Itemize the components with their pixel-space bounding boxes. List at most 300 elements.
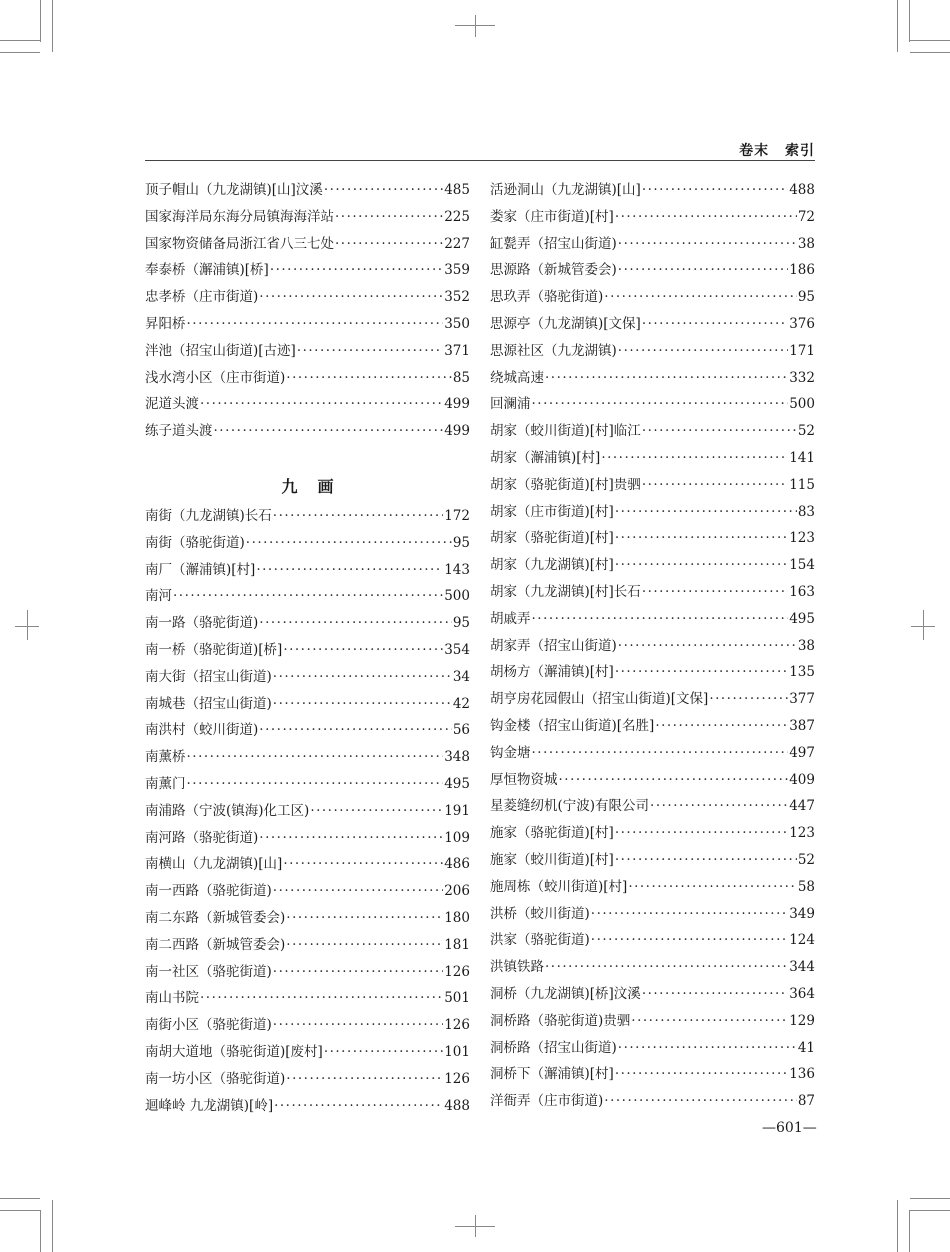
index-term: 思源社区（九龙湖镇) [490, 342, 617, 359]
index-page-number: 42 [452, 695, 470, 712]
leader-dots [286, 937, 443, 953]
index-entry [145, 772, 470, 799]
index-page-number: 225 [444, 208, 470, 225]
leader-dots [256, 562, 443, 578]
index-page-number: 500 [444, 588, 470, 605]
index-entry [490, 419, 815, 446]
index-page-number: 500 [789, 396, 815, 413]
index-entry [145, 392, 470, 419]
index-term: 思玖弄（骆驼街道) [490, 289, 604, 306]
index-term: 回澜浦 [490, 396, 531, 413]
index-page-number: 136 [789, 1066, 815, 1083]
index-entry [145, 986, 470, 1013]
index-page-number: 95 [452, 615, 470, 632]
leader-dots [545, 959, 788, 975]
index-page-number: 206 [444, 883, 470, 900]
leader-dots [591, 932, 788, 948]
index-page-number: 181 [444, 936, 470, 953]
index-entry [490, 473, 815, 500]
index-term: 忠孝桥（庄市街道) [145, 289, 259, 306]
index-term: 南一路（骆驼街道) [145, 615, 259, 632]
leader-dots [601, 450, 788, 466]
index-term: 洞桥路（骆驼街道)贵驷 [490, 1012, 631, 1029]
leader-dots [273, 508, 443, 524]
leader-dots [214, 423, 444, 439]
leader-dots [187, 316, 444, 332]
leader-dots [615, 557, 788, 573]
index-page-number: 364 [789, 985, 815, 1002]
index-page-number: 85 [452, 369, 470, 386]
index-page-number: 129 [789, 1012, 815, 1029]
index-term: 施周栋（蛟川街道)[村] [490, 878, 628, 895]
leader-dots [259, 289, 443, 305]
index-page-number: 143 [444, 561, 470, 578]
index-term: 南河 [145, 588, 172, 605]
leader-dots [559, 772, 789, 788]
leader-dots [615, 504, 797, 520]
leader-dots [324, 182, 443, 198]
index-page-number: 344 [789, 959, 815, 976]
index-entry [145, 692, 470, 719]
index-page-number: 126 [444, 963, 470, 980]
index-page-number: 154 [789, 557, 815, 574]
crop-mark [52, 1200, 53, 1252]
crop-mark [910, 52, 950, 53]
index-page-number: 387 [789, 717, 815, 734]
page-number: —601— [762, 1120, 817, 1136]
index-term: 胡家（澥浦镇)[村] [490, 449, 601, 466]
leader-dots [200, 396, 443, 412]
index-entry [145, 665, 470, 692]
index-page-number: 34 [452, 668, 470, 685]
registration-mark [27, 610, 28, 640]
index-term: 南二东路（新城管委会) [145, 909, 286, 926]
index-term: 洪桥（蛟川街道) [490, 905, 590, 922]
index-term: 南大街（招宝山街道) [145, 668, 272, 685]
crop-mark [910, 40, 950, 41]
index-entry [490, 794, 815, 821]
index-term: 胡戚弄 [490, 610, 531, 627]
index-term: 奉泰桥（澥浦镇)[桥] [145, 262, 269, 279]
index-page-number: 56 [452, 722, 470, 739]
index-page-number: 123 [789, 825, 815, 842]
index-entry [490, 1036, 815, 1063]
index-term: 南一西路（骆驼街道) [145, 883, 272, 900]
crop-mark [52, 0, 53, 52]
index-page-number: 115 [789, 476, 815, 493]
leader-dots [642, 477, 788, 493]
leader-dots [618, 262, 788, 278]
index-entry [145, 906, 470, 933]
leader-dots [286, 370, 452, 386]
index-entry [490, 205, 815, 232]
leader-dots [642, 584, 788, 600]
leader-dots [642, 423, 797, 439]
index-page-number: 101 [444, 1043, 470, 1060]
index-page-number: 124 [789, 932, 815, 949]
leader-dots [604, 1093, 797, 1109]
index-term: 练子道头渡 [145, 423, 213, 440]
index-entry [145, 419, 470, 446]
index-page-number: 52 [797, 851, 815, 868]
index-entry [490, 285, 815, 312]
index-entry [490, 1089, 815, 1116]
index-term: 娄家（庄市街道)[村] [490, 208, 614, 225]
index-term: 胡家（九龙湖镇)[村] [490, 557, 614, 574]
leader-dots [709, 691, 788, 707]
index-page-number: 87 [797, 1093, 815, 1110]
index-entry [145, 879, 470, 906]
index-entry [145, 799, 470, 826]
crop-mark [40, 1210, 41, 1252]
index-entry [145, 285, 470, 312]
index-term: 胡家弄（招宝山街道) [490, 637, 617, 654]
crop-mark [897, 0, 898, 52]
leader-dots [286, 1071, 443, 1087]
index-entry [490, 258, 815, 285]
index-page-number: 409 [789, 771, 815, 788]
index-term: 南街小区（骆驼街道) [145, 1017, 272, 1034]
leader-dots [335, 236, 443, 252]
index-term: 胡家（骆驼街道)[村]贵驷 [490, 476, 641, 493]
index-group-b [145, 504, 470, 1120]
index-entry [490, 1062, 815, 1089]
index-term: 南厂（澥浦镇)[村] [145, 561, 256, 578]
index-entry [490, 687, 815, 714]
index-entry [490, 553, 815, 580]
crop-mark [897, 1200, 898, 1252]
index-page-number: 171 [789, 342, 815, 359]
leader-dots [655, 718, 788, 734]
leader-dots [335, 209, 443, 225]
index-page-number: 186 [789, 262, 815, 279]
index-term: 星菱缝纫机(宁波)有限公司 [490, 798, 650, 815]
index-page-number: 488 [789, 182, 815, 198]
index-term: 缸甏弄（招宝山街道) [490, 235, 617, 252]
index-entry [490, 768, 815, 795]
leader-dots [273, 696, 452, 712]
index-entry [490, 821, 815, 848]
index-entry [490, 875, 815, 902]
leader-dots [642, 986, 788, 1002]
crop-mark [910, 1198, 950, 1199]
index-entry [490, 178, 815, 205]
index-page-number: 350 [444, 315, 470, 332]
index-page-number: 191 [444, 802, 470, 819]
index-term: 洋衙弄（庄市街道) [490, 1093, 604, 1110]
index-page-number: 501 [444, 990, 470, 1007]
index-term: 国家物资储备局浙江省八三七处 [145, 235, 334, 252]
leader-dots [615, 825, 788, 841]
index-term: 洞桥下（澥浦镇)[村] [490, 1066, 614, 1083]
index-term: 昇阳桥 [145, 315, 186, 332]
index-page-number: 126 [444, 1070, 470, 1087]
index-term: 南山书院 [145, 990, 199, 1007]
leader-dots [259, 615, 452, 631]
index-entry [145, 1013, 470, 1040]
index-term: 南二西路（新城管委会) [145, 936, 286, 953]
index-entry [490, 446, 815, 473]
index-page-number: 495 [789, 610, 815, 627]
index-entry [490, 714, 815, 741]
index-entry [145, 178, 470, 205]
crop-mark [910, 1210, 950, 1211]
index-entry [490, 982, 815, 1009]
leader-dots [283, 856, 443, 872]
header-part: 卷末 [739, 143, 770, 159]
section-heading: 九画 [281, 476, 354, 496]
index-term: 浅水湾小区（庄市街道) [145, 369, 286, 386]
index-term: 思源亭（九龙湖镇)[文保] [490, 315, 641, 332]
index-page-number: 499 [444, 423, 470, 440]
index-entry [490, 366, 815, 393]
index-page-number: 359 [444, 262, 470, 279]
crop-mark [0, 1210, 40, 1211]
index-entry [145, 933, 470, 960]
index-term: 胡家（骆驼街道)[村] [490, 530, 614, 547]
index-page-number: 58 [797, 878, 815, 895]
leader-dots [591, 906, 788, 922]
leader-dots [297, 343, 443, 359]
index-page-number: 488 [444, 1097, 470, 1114]
index-term: 国家海洋局东海分局镇海海洋站 [145, 208, 334, 225]
crop-mark [40, 0, 41, 42]
index-page-number: 332 [789, 369, 815, 386]
index-entry [145, 258, 470, 285]
index-entry [145, 745, 470, 772]
index-entry [490, 232, 815, 259]
index-page-number: 180 [444, 909, 470, 926]
index-page-number: 349 [789, 905, 815, 922]
crop-mark [909, 0, 910, 42]
index-term: 钩金塘 [490, 744, 531, 761]
index-page-number: 135 [789, 664, 815, 681]
header-title: 索引 [785, 143, 815, 159]
index-page-number: 123 [789, 530, 815, 547]
leader-dots [618, 1040, 797, 1056]
index-page-number: 495 [444, 775, 470, 792]
index-entry [490, 634, 815, 661]
leader-dots [615, 530, 788, 546]
index-term: 钩金楼（招宝山街道)[名胜] [490, 717, 655, 734]
index-term: 南胡大道地（骆驼街道)[废村] [145, 1043, 323, 1060]
index-column-right [490, 178, 815, 1116]
index-entry [145, 1094, 470, 1121]
leader-dots [631, 1013, 788, 1029]
index-entry [145, 826, 470, 853]
index-term: 泥道头渡 [145, 396, 199, 413]
leader-dots [286, 910, 443, 926]
leader-dots [310, 803, 443, 819]
index-entry [490, 312, 815, 339]
leader-dots [618, 343, 788, 359]
index-page-number: 227 [444, 235, 470, 252]
leader-dots [618, 236, 797, 252]
index-page-number: 352 [444, 289, 470, 306]
index-term: 活逊洞山（九龙湖镇)[山] [490, 182, 641, 198]
index-term: 南薰桥 [145, 749, 186, 766]
index-entry [145, 611, 470, 638]
index-entry [490, 660, 815, 687]
index-entry [145, 339, 470, 366]
index-page-number: 371 [444, 342, 470, 359]
leader-dots [615, 664, 788, 680]
index-page-number: 109 [444, 829, 470, 846]
index-page-number: 499 [444, 396, 470, 413]
index-page-number: 376 [789, 315, 815, 332]
leader-dots [604, 289, 797, 305]
index-page-number: 41 [797, 1039, 815, 1056]
leader-dots [187, 776, 444, 792]
index-page-number: 126 [444, 1017, 470, 1034]
index-entry [145, 312, 470, 339]
index-page-number: 485 [444, 182, 470, 198]
index-term: 洞桥（九龙湖镇)[桥]汶溪 [490, 985, 641, 1002]
index-page-number: 38 [797, 637, 815, 654]
registration-mark [923, 610, 924, 640]
index-term: 迴峰岭 九龙湖镇)[岭] [145, 1097, 274, 1114]
index-entry [145, 960, 470, 987]
index-entry [145, 718, 470, 745]
index-term: 胡家（庄市街道)[村] [490, 503, 614, 520]
index-page-number: 447 [789, 798, 815, 815]
index-term: 南洪村（蛟川街道) [145, 722, 259, 739]
crop-mark [0, 52, 40, 53]
index-term: 厚恒物资城 [490, 771, 558, 788]
index-group-right [490, 178, 815, 1116]
index-page-number: 486 [444, 856, 470, 873]
index-page-number: 38 [797, 235, 815, 252]
leader-dots [273, 883, 443, 899]
leader-dots [273, 1017, 443, 1033]
index-term: 南街（骆驼街道) [145, 534, 245, 551]
index-entry [490, 580, 815, 607]
index-page-number: 172 [444, 507, 470, 524]
crop-mark [0, 40, 40, 41]
crop-mark [909, 1210, 910, 1252]
index-entry [490, 902, 815, 929]
index-page-number: 348 [444, 749, 470, 766]
index-entry [490, 526, 815, 553]
index-term: 施家（蛟川街道)[村] [490, 851, 614, 868]
index-page-number: 52 [797, 423, 815, 440]
index-entry [490, 848, 815, 875]
index-entry [145, 558, 470, 585]
index-entry [490, 607, 815, 634]
leader-dots [532, 745, 789, 761]
leader-dots [618, 638, 797, 654]
leader-dots [259, 722, 452, 738]
leader-dots [200, 990, 443, 1006]
index-page-number: 72 [797, 208, 815, 225]
index-entry [490, 955, 815, 982]
index-term: 南一坊小区（骆驼街道) [145, 1070, 286, 1087]
index-term: 洪镇铁路 [490, 959, 544, 976]
index-page-number: 95 [452, 534, 470, 551]
index-term: 胡家（蛟川街道)[村]临江 [490, 423, 641, 440]
index-term: 南一社区（骆驼街道) [145, 963, 272, 980]
leader-dots [270, 262, 443, 278]
index-term: 南一桥（骆驼街道)[桥] [145, 641, 283, 658]
leader-dots [642, 316, 788, 332]
index-term: 南浦路（宁波(镇海)化工区) [145, 802, 310, 819]
index-entry [490, 741, 815, 768]
leader-dots [615, 852, 797, 868]
leader-dots [173, 588, 443, 604]
index-term: 南薰门 [145, 775, 186, 792]
index-term: 南街（九龙湖镇)长石 [145, 507, 272, 524]
leader-dots [532, 396, 789, 412]
index-page-number: 141 [789, 449, 815, 466]
index-entry [145, 531, 470, 558]
index-term: 胡亨房花园假山（招宝山街道)[文保] [490, 691, 709, 708]
index-entry [145, 1040, 470, 1067]
index-term: 洞桥路（招宝山街道) [490, 1039, 617, 1056]
index-term: 泮池（招宝山街道)[古迹] [145, 342, 296, 359]
index-group-a [145, 178, 470, 446]
index-entry [490, 928, 815, 955]
index-entry [145, 852, 470, 879]
index-entry [490, 1009, 815, 1036]
index-entry [145, 638, 470, 665]
index-page-number: 497 [789, 744, 815, 761]
registration-mark [475, 1215, 476, 1237]
index-term: 绕城高速 [490, 369, 544, 386]
leader-dots [273, 964, 443, 980]
index-entry [145, 205, 470, 232]
index-entry [145, 366, 470, 393]
section-gap [145, 446, 470, 474]
index-page-number: 377 [789, 691, 815, 708]
leader-dots [532, 611, 789, 627]
index-column-left [145, 178, 470, 1120]
index-entry [145, 1067, 470, 1094]
leader-dots [615, 209, 797, 225]
index-entry [145, 232, 470, 259]
index-term: 施家（骆驼街道)[村] [490, 825, 614, 842]
leader-dots [650, 798, 788, 814]
index-term: 胡杨方（澥浦镇)[村] [490, 664, 614, 681]
index-page-number: 163 [789, 583, 815, 600]
index-term: 洪家（骆驼街道) [490, 932, 590, 949]
leader-dots [615, 1066, 788, 1082]
leader-dots [283, 642, 443, 658]
index-term: 南河路（骆驼街道) [145, 829, 259, 846]
leader-dots [246, 535, 452, 551]
crop-mark [0, 1198, 40, 1199]
index-term: 南横山（九龙湖镇)[山] [145, 856, 283, 873]
index-page-number: 83 [797, 503, 815, 520]
registration-mark [475, 15, 476, 37]
running-header [145, 140, 815, 161]
leader-dots [545, 370, 788, 386]
index-entry [145, 504, 470, 531]
leader-dots [273, 669, 452, 685]
index-page-number: 95 [797, 289, 815, 306]
index-entry [490, 339, 815, 366]
leader-dots [259, 830, 443, 846]
index-entry [145, 584, 470, 611]
leader-dots [324, 1044, 443, 1060]
index-entry [490, 500, 815, 527]
index-term: 南城巷（招宝山街道) [145, 695, 272, 712]
index-page-number: 354 [444, 641, 470, 658]
leader-dots [642, 182, 788, 198]
leader-dots [274, 1098, 443, 1114]
index-term: 思源路（新城管委会) [490, 262, 617, 279]
leader-dots [187, 749, 444, 765]
index-term: 顶子帽山（九龙湖镇)[山]汶溪 [145, 182, 323, 198]
